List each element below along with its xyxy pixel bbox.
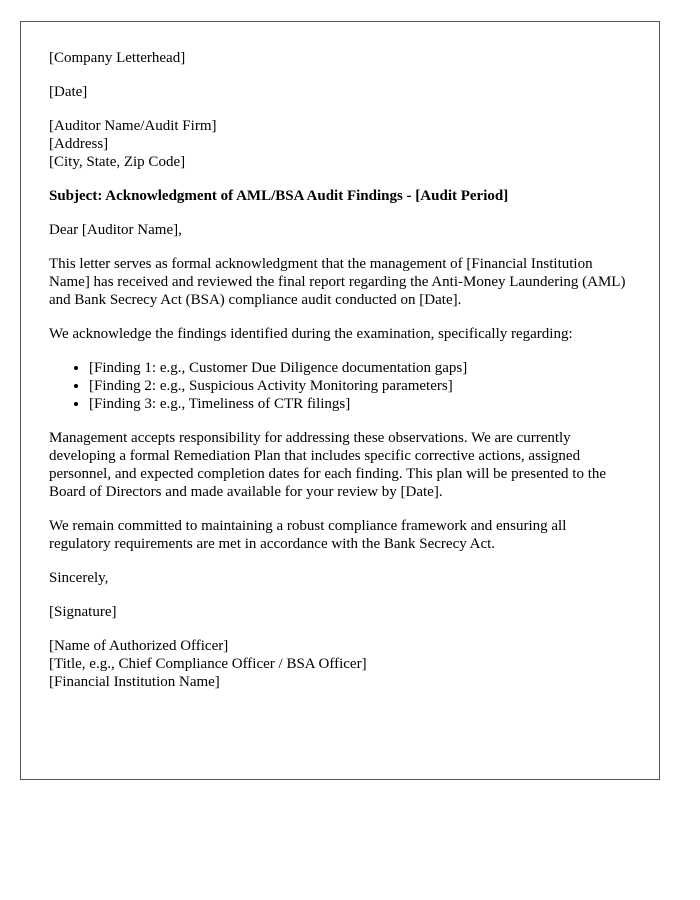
recipient-name: [Auditor Name/Audit Firm] <box>49 118 217 134</box>
signer-block <box>49 637 631 691</box>
list-item: • [Finding 1: e.g., Customer Due Diligence documentation gaps] <box>89 359 631 377</box>
findings-intro-paragraph: We acknowledge the findings identified during the examination, specifically regarding: <box>49 326 573 342</box>
list-item: • [Finding 3: e.g., Timeliness of CTR filings] <box>89 395 631 413</box>
salutation: Dear [Auditor Name], <box>49 222 182 238</box>
recipient-city-state-zip: [City, State, Zip Code] <box>49 154 186 170</box>
responsibility-paragraph: Management accepts responsibility for addressing these observations. We are currently developing a formal Remediation Plan that includes specific corrective actions, assigned personnel, and expected completion dates for each finding. This plan will be presented to the Board of Directors and made available for your review by [Date]. <box>49 430 607 500</box>
signer-name: [Name of Authorized Officer] <box>49 638 229 654</box>
recipient-block <box>49 117 631 171</box>
signer-title: [Title, e.g., Chief Compliance Officer / BSA Officer] <box>49 656 367 672</box>
letter-page <box>20 21 660 780</box>
findings-list <box>49 359 631 413</box>
letterhead: [Company Letterhead] <box>49 50 186 66</box>
commitment-paragraph: We remain committed to maintaining a robust compliance framework and ensuring all regulatory requirements are met in accordance with the Bank Secrecy Act. <box>49 518 567 552</box>
subject-line: Subject: Acknowledgment of AML/BSA Audit Findings - [Audit Period] <box>49 188 509 204</box>
signature-placeholder: [Signature] <box>49 604 117 620</box>
letter-date: [Date] <box>49 84 88 100</box>
intro-paragraph: This letter serves as formal acknowledgment that the management of [Financial Institution Name] has received and reviewed the final report regarding the Anti-Money Laundering (AML) and Bank Secrecy Act (BSA) compliance audit conducted on [Date]. <box>49 256 626 308</box>
recipient-address: [Address] <box>49 136 109 152</box>
signer-institution: [Financial Institution Name] <box>49 674 220 690</box>
closing: Sincerely, <box>49 570 109 586</box>
list-item: • [Finding 2: e.g., Suspicious Activity Monitoring parameters] <box>89 377 631 395</box>
